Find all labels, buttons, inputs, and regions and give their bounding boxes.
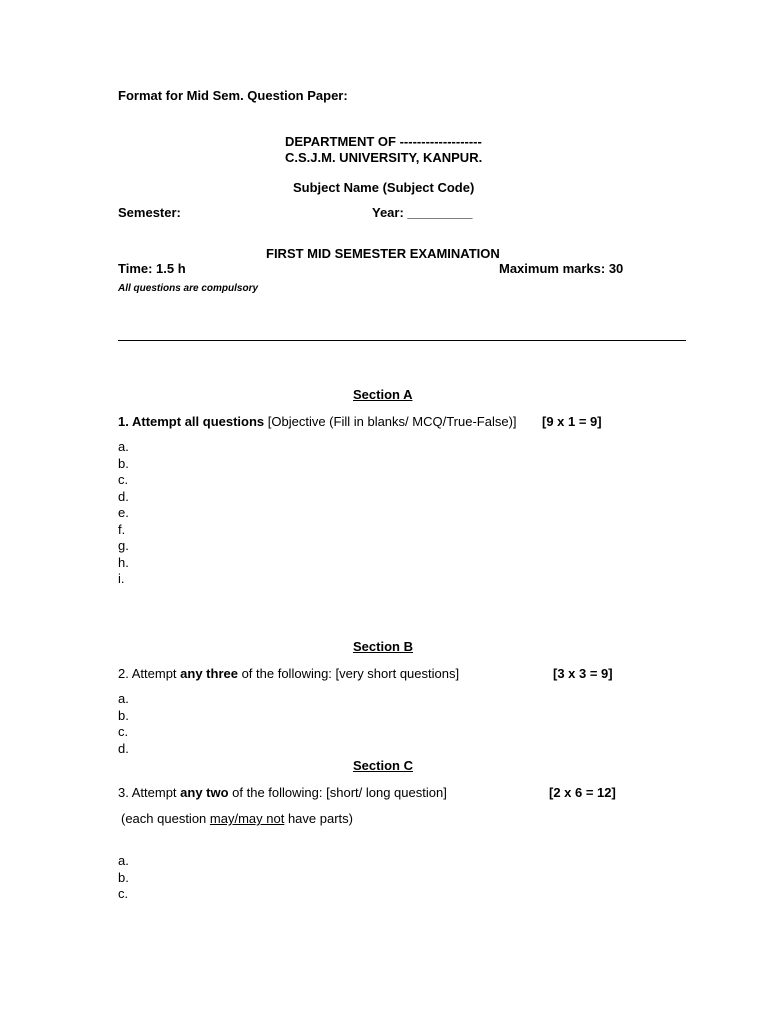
list-item: i. <box>118 571 125 586</box>
question-2-marks: [3 x 3 = 9] <box>553 666 613 681</box>
semester-label: Semester: <box>118 205 181 220</box>
question-1-emphasis: 1. Attempt all questions <box>118 414 265 429</box>
question-3-note <box>121 811 353 826</box>
format-heading: Format for Mid Sem. Question Paper: <box>118 88 348 103</box>
list-item: a. <box>118 439 129 454</box>
note-pre: (each question <box>121 811 210 826</box>
question-3-post: of the following: [short/ long question] <box>228 785 447 800</box>
maximum-marks: Maximum marks: 30 <box>499 261 624 276</box>
section-b-title: Section B <box>353 639 413 654</box>
section-c-list <box>118 853 129 903</box>
section-a-title: Section A <box>353 387 413 402</box>
university-name: C.S.J.M. UNIVERSITY, KANPUR. <box>285 150 483 165</box>
list-item: b. <box>118 455 129 471</box>
list-item: e. <box>118 505 129 520</box>
question-3-emphasis: any two <box>180 785 229 800</box>
note-underlined: may/may not <box>209 811 285 826</box>
question-3-marks: [2 x 6 = 12] <box>549 785 616 800</box>
list-item: d. <box>118 488 129 504</box>
list-item: c. <box>118 724 129 739</box>
department-line: DEPARTMENT OF ------------------- <box>285 134 482 149</box>
list-item: f. <box>118 521 126 537</box>
header-divider <box>118 340 686 341</box>
list-item: b. <box>118 707 129 723</box>
question-2 <box>118 666 459 681</box>
section-c-title: Section C <box>353 758 413 773</box>
list-item: c. <box>118 886 129 901</box>
list-item: g. <box>118 538 129 553</box>
list-item: c. <box>118 472 129 487</box>
list-item: a. <box>118 853 129 868</box>
list-item: b. <box>118 869 129 885</box>
question-2-post: of the following: [very short questions] <box>237 666 460 681</box>
list-item: d. <box>118 740 129 756</box>
time-allowed: Time: 1.5 h <box>118 261 186 276</box>
section-a-list <box>118 439 129 588</box>
question-1-marks: [9 x 1 = 9] <box>542 414 602 429</box>
question-3-pre: 3. Attempt <box>118 785 181 800</box>
general-instruction: All questions are compulsory <box>118 283 259 294</box>
list-item: a. <box>118 691 129 706</box>
question-2-emphasis: any three <box>180 666 238 681</box>
question-2-pre: 2. Attempt <box>118 666 181 681</box>
year-label: Year: _________ <box>372 205 473 220</box>
section-b-list <box>118 691 129 757</box>
note-post: have parts) <box>284 811 353 826</box>
list-item: h. <box>118 554 129 570</box>
question-1 <box>118 414 517 429</box>
question-1-post: [Objective (Fill in blanks/ MCQ/True-False)] <box>264 414 517 429</box>
exam-title: FIRST MID SEMESTER EXAMINATION <box>266 246 500 261</box>
question-3 <box>118 785 447 800</box>
subject-name: Subject Name (Subject Code) <box>293 180 475 195</box>
